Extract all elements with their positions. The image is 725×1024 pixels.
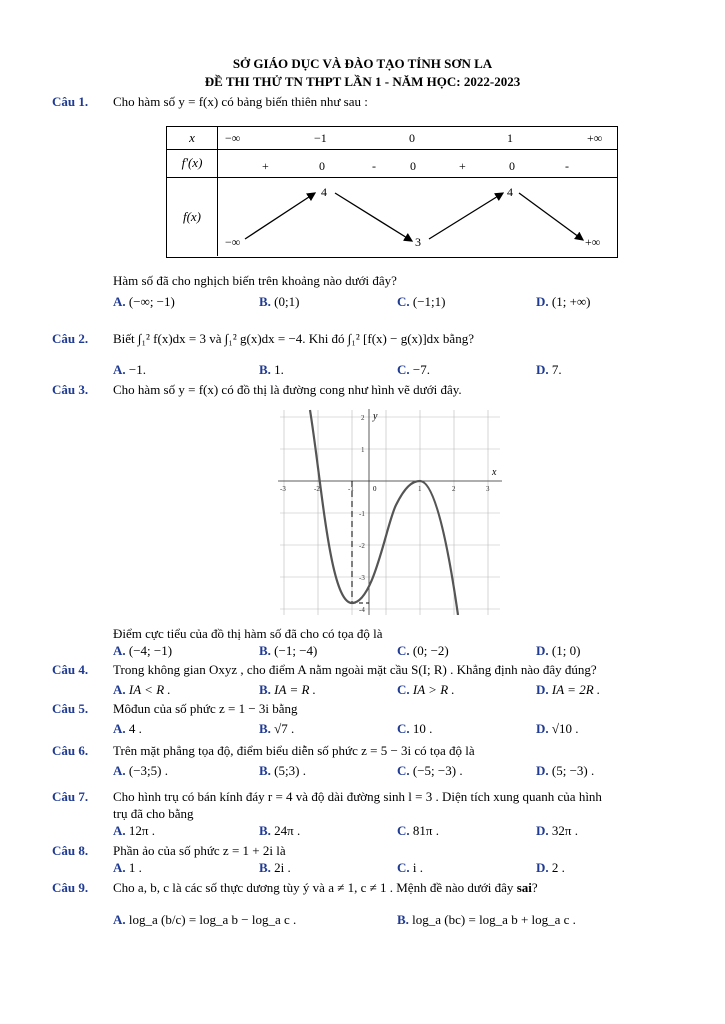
f-value: +∞	[585, 235, 601, 249]
y-tick: -1	[359, 510, 365, 518]
question-stem: Phần ảo của số phức z = 1 + 2i là	[113, 843, 286, 858]
choice-a[interactable]: A. (−4; −1)	[113, 643, 173, 658]
choice-d[interactable]: D. (5; −3) .	[536, 763, 595, 778]
x-value: +∞	[587, 131, 603, 145]
choice-a[interactable]: A. 12π .	[113, 823, 155, 838]
question-number: Câu 7.	[52, 789, 89, 804]
sign: 0	[319, 159, 325, 173]
row-label-x: x	[167, 127, 218, 149]
sign: +	[459, 159, 466, 173]
header-line-1: SỞ GIÁO DỤC VÀ ĐÀO TẠO TỈNH SƠN LA	[232, 56, 493, 71]
choice-c[interactable]: C. i .	[397, 860, 424, 875]
x-tick: -3	[280, 485, 286, 493]
question-stem: Cho hình trụ có bán kính đáy r = 4 và độ dài đường sinh l = 3 . Diện tích xung quanh của hình	[113, 789, 602, 804]
choice-d[interactable]: D. (1; +∞)	[536, 294, 591, 309]
choice-b[interactable]: B. (−1; −4)	[259, 643, 318, 658]
question-stem: Trong không gian Oxyz , cho điểm A nằm ngoài mặt cầu S(I; R) . Khẳng định nào đây đúng?	[113, 662, 597, 677]
choice-c[interactable]: C. IA > R .	[397, 682, 455, 697]
row-label-f: f(x)	[167, 177, 218, 256]
choice-b[interactable]: B. 2i .	[259, 860, 291, 875]
f-value: 3	[415, 235, 421, 249]
f-value: 4	[507, 185, 513, 199]
question-number: Câu 2.	[52, 331, 89, 346]
x-value: 0	[409, 131, 415, 145]
choice-b[interactable]: B. (0;1)	[259, 294, 300, 309]
question-stem: Biết ∫₁² f(x)dx = 3 và ∫₁² g(x)dx = −4. Khi đó ∫₁² [f(x) − g(x)]dx bằng?	[113, 331, 474, 346]
question-number: Câu 5.	[52, 701, 89, 716]
choice-b[interactable]: B. √7 .	[259, 721, 295, 736]
question-subprompt: Điểm cực tiểu của đồ thị hàm số đã cho có tọa độ là	[113, 626, 383, 641]
f-value: −∞	[225, 235, 241, 249]
choice-a[interactable]: A. (−3;5) .	[113, 763, 168, 778]
y-tick: -3	[359, 574, 365, 582]
question-stem-continued: trụ đã cho bằng	[113, 806, 194, 821]
sign: +	[262, 159, 269, 173]
x-tick: 1	[418, 485, 422, 493]
x-axis-label: x	[492, 467, 497, 478]
question-stem: Môđun của số phức z = 1 − 3i bằng	[113, 701, 298, 716]
choice-a[interactable]: A. log_a (b/c) = log_a b − log_a c .	[113, 912, 297, 927]
sign: -	[372, 159, 376, 173]
choice-b[interactable]: B. log_a (bc) = log_a b + log_a c .	[397, 912, 576, 927]
choice-c[interactable]: C. 81π .	[397, 823, 439, 838]
choice-d[interactable]: D. IA = 2R .	[536, 682, 601, 697]
question-stem: Cho hàm số y = f(x) có bảng biến thiên như sau :	[113, 94, 368, 109]
choice-d[interactable]: D. √10 .	[536, 721, 579, 736]
choice-d[interactable]: D. 32π .	[536, 823, 578, 838]
y-tick: -4	[359, 606, 365, 614]
x-value: 1	[507, 131, 513, 145]
x-tick: -1	[348, 485, 354, 493]
choice-a[interactable]: A. 4 .	[113, 721, 142, 736]
x-value: −∞	[225, 131, 241, 145]
x-tick: 2	[452, 485, 456, 493]
question-number: Câu 4.	[52, 662, 89, 677]
function-graph	[270, 405, 510, 615]
header-line-2: ĐỀ THI THỬ TN THPT LẦN 1 - NĂM HỌC: 2022-2023	[204, 74, 521, 89]
sign: -	[565, 159, 569, 173]
row-label-derivative: f'(x)	[167, 149, 218, 177]
variation-arrows	[167, 127, 617, 257]
y-tick: 2	[361, 414, 365, 422]
y-tick: 1	[361, 446, 365, 454]
choice-b[interactable]: B. 24π .	[259, 823, 301, 838]
sign: 0	[410, 159, 416, 173]
choice-d[interactable]: D. (1; 0)	[536, 643, 581, 658]
y-tick: -2	[359, 542, 365, 550]
choice-c[interactable]: C. (0; −2)	[397, 643, 449, 658]
choice-c[interactable]: C. 10 .	[397, 721, 433, 736]
choice-a[interactable]: A. IA < R .	[113, 682, 171, 697]
choice-d[interactable]: D. 2 .	[536, 860, 565, 875]
choice-d[interactable]: D. 7.	[536, 362, 562, 377]
y-axis-label: y	[373, 411, 378, 422]
f-value: 4	[321, 185, 327, 199]
question-stem: Trên mặt phẳng tọa độ, điểm biểu diễn số phức z = 5 − 3i có tọa độ là	[113, 743, 475, 758]
x-value: −1	[314, 131, 327, 145]
choice-b[interactable]: B. (5;3) .	[259, 763, 306, 778]
question-stem: Cho hàm số y = f(x) có đồ thị là đường cong như hình vẽ dưới đây.	[113, 382, 462, 397]
choice-c[interactable]: C. (−5; −3) .	[397, 763, 463, 778]
choice-c[interactable]: C. (−1;1)	[397, 294, 446, 309]
origin-label: 0	[373, 485, 377, 493]
question-number: Câu 9.	[52, 880, 89, 895]
variation-table	[166, 126, 618, 258]
choice-b[interactable]: B. 1.	[259, 362, 284, 377]
question-number: Câu 8.	[52, 843, 89, 858]
choice-a[interactable]: A. (−∞; −1)	[113, 294, 175, 309]
question-stem: Cho a, b, c là các số thực dương tùy ý và a ≠ 1, c ≠ 1 . Mệnh đề nào dưới đây sai?	[113, 880, 538, 895]
choice-a[interactable]: A. 1 .	[113, 860, 142, 875]
choice-b[interactable]: B. IA = R .	[259, 682, 316, 697]
sign: 0	[509, 159, 515, 173]
question-subprompt: Hàm số đã cho nghịch biến trên khoảng nào dưới đây?	[113, 273, 397, 288]
x-tick: 3	[486, 485, 490, 493]
choice-a[interactable]: A. −1.	[113, 362, 146, 377]
question-number: Câu 1.	[52, 94, 89, 109]
question-number: Câu 6.	[52, 743, 89, 758]
question-number: Câu 3.	[52, 382, 89, 397]
choice-c[interactable]: C. −7.	[397, 362, 430, 377]
x-tick: -2	[314, 485, 320, 493]
